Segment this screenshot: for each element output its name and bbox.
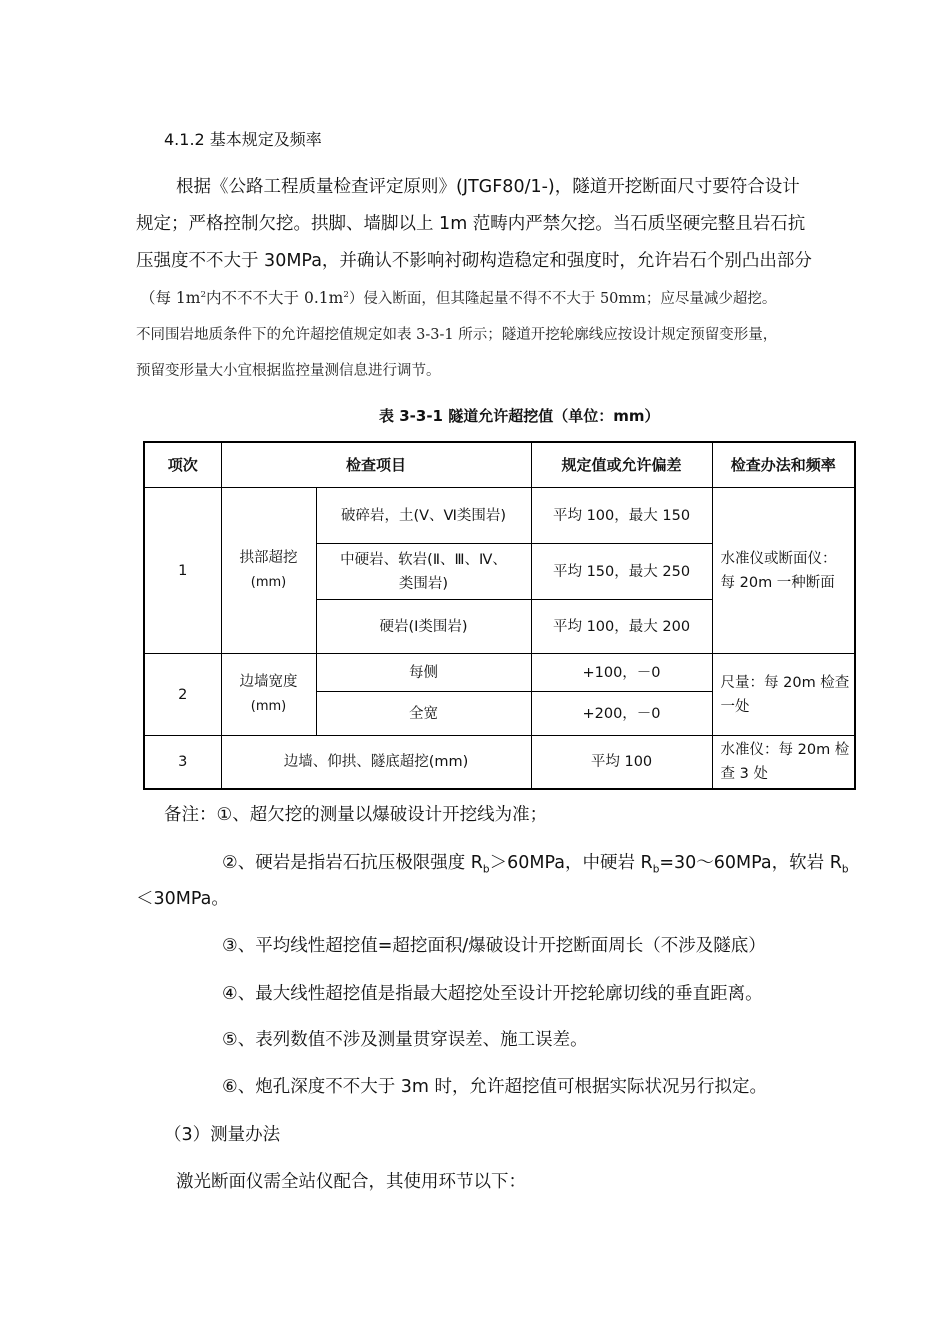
method-line-1: 激光断面仪需全站仪配合，其使用环节以下： [176,1172,526,1192]
row-1-method: 水准仪或断面仪：每 20m 一种断面 [712,488,855,654]
note-5: ⑤、表列数值不涉及测量贯穿误差、施工误差。 [222,1030,588,1050]
intro-line-3: 压强度不不大于 30MPa，并确认不影响衬砌构造稳定和强度时，允许岩石个别凸出部分 [136,251,812,271]
row-1-value-3: 平均 100，最大 200 [531,600,712,654]
row-1-value-2: 平均 150，最大 250 [531,544,712,600]
note-6: ⑥、炮孔深度不不大于 3m 时，允许超挖值可根据实际状况另行拟定。 [222,1077,767,1097]
table-caption: 表 3-3-1 隧道允许超挖值（单位：mm） [379,407,660,425]
intro-line-4: （每 $1m^2$内不不不大于 $0.1m^2$）侵入断面，但其隆起量不得不不大于 50mm；应尽量减少超挖。 [140,289,777,307]
note-4: ④、最大线性超挖值是指最大超挖处至设计开挖轮廓切线的垂直距离。 [222,984,763,1004]
overbreak-table [143,441,856,790]
row-1-sub-2: 中硬岩、软岩(Ⅱ、Ⅲ、Ⅳ、类围岩) [316,544,531,600]
row-3-item: 边墙、仰拱、隧底超挖(mm) [221,736,531,790]
row-2-value-2: +200，－0 [531,692,712,736]
row-3-value: 平均 100 [531,736,712,790]
intro-line-5: 不同围岩地质条件下的允许超挖值规定如表 3-3-1 所示；隧道开挖轮廓线应按设计规定预留变形量， [136,327,778,343]
row-1-item: 拱部超挖 (mm) [221,488,316,654]
table-row [144,736,855,790]
intro-line-6: 预留变形量大小宜根据监控量测信息进行调节。 [136,363,441,379]
row-3-no: 3 [144,736,221,790]
table-row [144,488,855,544]
row-2-method: 尺量：每 20m 检查一处 [712,654,855,736]
row-2-sub-1: 每侧 [316,654,531,692]
row-1-value-1: 平均 100，最大 150 [531,488,712,544]
row-2-value-1: +100，－0 [531,654,712,692]
header-value: 规定值或允许偏差 [531,442,712,488]
method-heading: （3）测量办法 [164,1125,281,1145]
section-heading: 4.1.2 基本规定及频率 [164,130,322,149]
note-2: ②、硬岩是指岩石抗压极限强度 $R_b>60MPa$，中硬岩 $R_b=30\sim 60MPa$，软岩 $R_b$ [222,853,849,876]
row-2-no: 2 [144,654,221,736]
row-1-sub-3: 硬岩(Ⅰ类围岩) [316,600,531,654]
intro-line-1: 根据《公路工程质量检查评定原则》(JTGF80/1-)，隧道开挖断面尺寸要符合设计 [176,177,800,197]
header-method: 检查办法和频率 [712,442,855,488]
row-1-no: 1 [144,488,221,654]
row-2-sub-2: 全宽 [316,692,531,736]
intro-line-2: 规定；严格控制欠挖。拱脚、墙脚以上 1m 范畴内严禁欠挖。当石质坚硬完整且岩石抗 [136,214,806,234]
table-row [144,654,855,692]
header-item: 检查项目 [221,442,531,488]
note-2-continued: ＜30MPa。 [136,889,229,909]
row-1-sub-1: 破碎岩，土(Ⅴ、Ⅵ类围岩) [316,488,531,544]
note-3: ③、平均线性超挖值=超挖面积/爆破设计开挖断面周长（不涉及隧底） [222,936,766,956]
note-1: 备注：①、超欠挖的测量以爆破设计开挖线为准； [164,805,548,825]
row-3-method: 水准仪：每 20m 检查 3 处 [712,736,855,790]
header-no: 项次 [144,442,221,488]
table-header-row [144,442,855,488]
row-2-item: 边墙宽度 (mm) [221,654,316,736]
